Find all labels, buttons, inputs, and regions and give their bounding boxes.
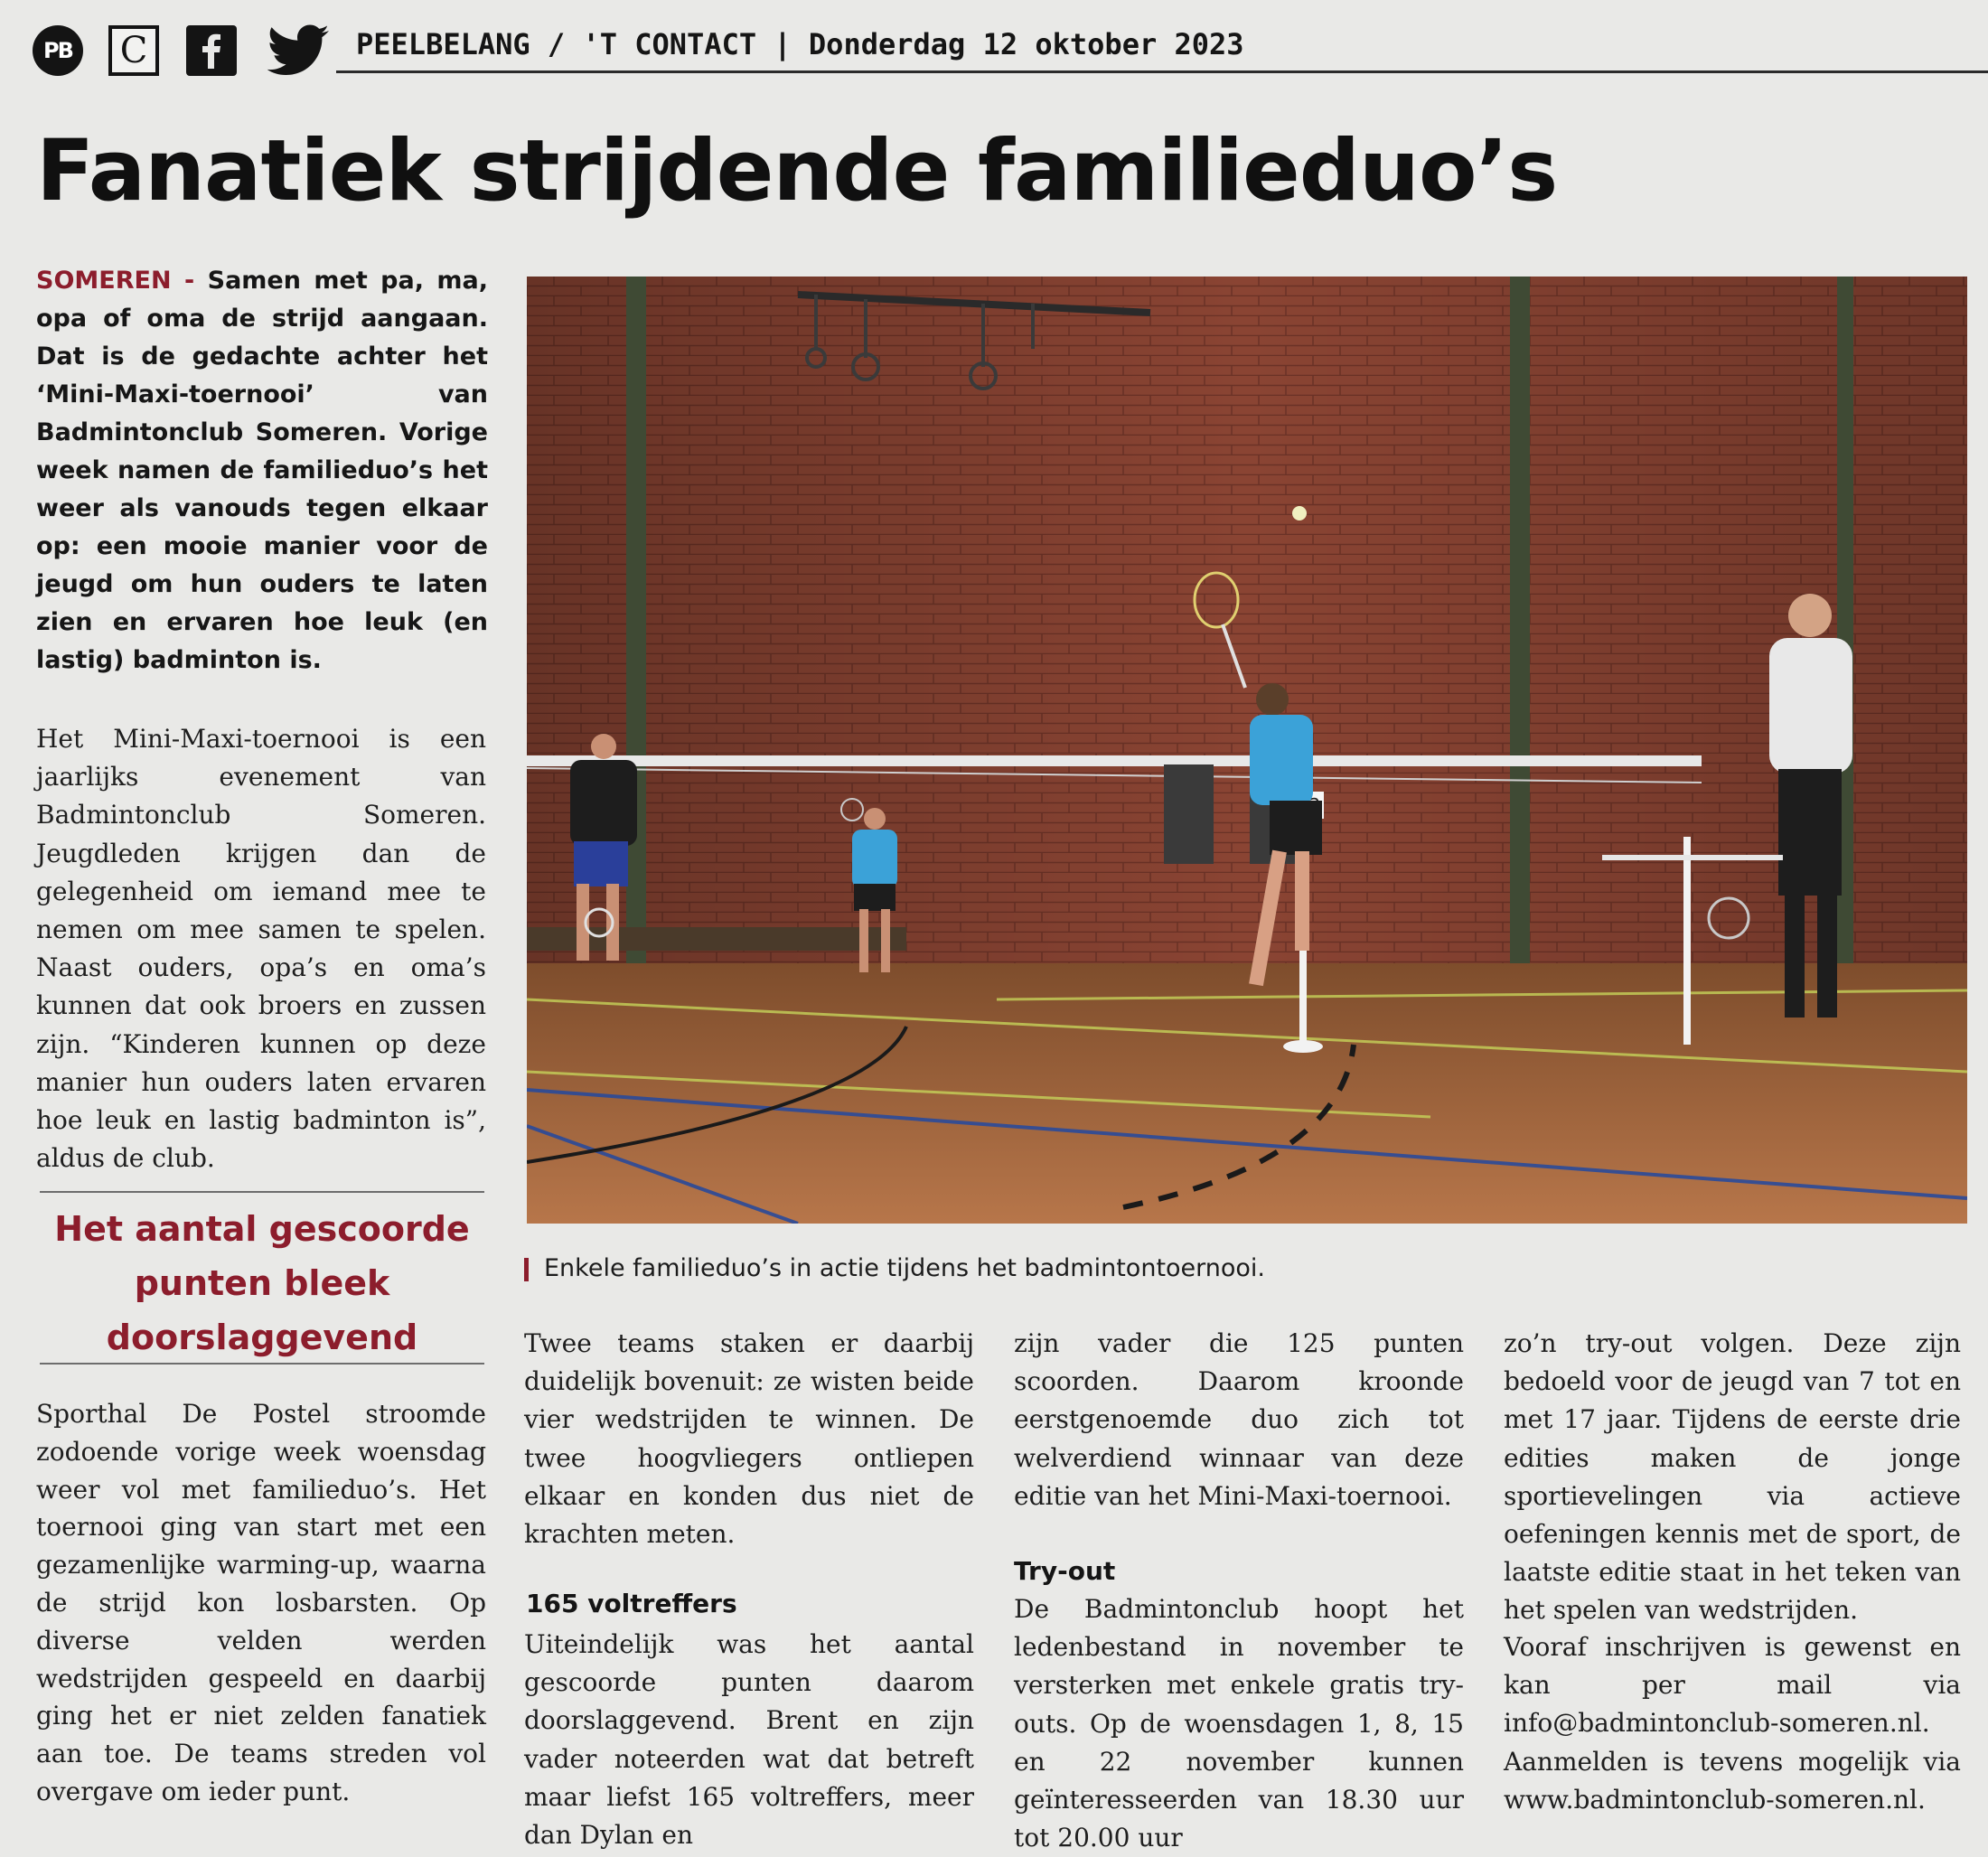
- intertitle-165: 165 voltreffers: [526, 1589, 737, 1618]
- headline: Fanatiek strijdende familieduo’s: [36, 122, 1558, 220]
- pb-logo-icon: [33, 25, 83, 76]
- contact-c-text: C: [119, 30, 148, 71]
- subhead-rule-bottom: [40, 1363, 484, 1365]
- subhead-rule-top: [40, 1191, 484, 1193]
- column-2-text: Twee teams staken er daarbij duidelijk bovenuit: ze wisten beide vier wedstrijden te winnen. De twee hoogvliegers ontliepen elkaar en konden dus niet de krachten meten.: [524, 1328, 974, 1550]
- caption-marker: [524, 1258, 529, 1281]
- column-2-text-b: Uiteindelijk was het aantal gescoorde punten daarom doorslaggevend. Brent en zijn vader noteerden wat dat betreft maar liefst 165 voltreffers, meer dan Dylan en: [524, 1629, 974, 1851]
- column-4-text: zo’n try-out volgen. Deze zijn bedoeld voor de jeugd van 7 tot en met 17 jaar. Tijdens de eerste drie edities maken de jonge sportievelingen via actieve oefeningen kennis met de sport, de laatste editie staat in het teken van het spelen van wedstrijden.: [1504, 1328, 1961, 1626]
- subhead: Het aantal gescoorde punten bleek doorslaggevend: [54, 1209, 470, 1357]
- twitter-icon: [266, 25, 331, 76]
- column-3-text: zijn vader die 125 punten scoorden. Daarom kroonde eerstgenoemde duo zich tot welverdiend winnaar van deze editie van het Mini-Maxi-toernooi.: [1014, 1328, 1464, 1511]
- dateline: SOMEREN -: [36, 267, 195, 295]
- intro-paragraph: [36, 262, 488, 680]
- body-paragraph-1: Het Mini-Maxi-toernooi is een jaarlijks evenement van Badmintonclub Someren. Jeugdleden krijgen dan de gelegenheid om iemand mee te nemen om mee samen te spelen. Naast ouders, opa’s en oma’s kunnen dat ook broers en zussen zijn. “Kinderen kunnen op deze manier hun ouders laten ervaren hoe leuk en lastig badminton is”, aldus de club.: [36, 724, 486, 1174]
- contact-c-icon: [108, 25, 159, 76]
- column-4-text-b: Vooraf inschrijven is gewenst en kan per mail via info@badmintonclub-someren.nl. Aanmelden is tevens mogelijk via www.badmintonclub-someren.nl.: [1504, 1632, 1961, 1815]
- header-rule: [336, 70, 1988, 73]
- photo-illustration: [527, 277, 1967, 1224]
- intro-text: Samen met pa, ma, opa of oma de strijd aangaan. Dat is de gedachte achter het ‘Mini-Maxi-toernooi’ van Badmintonclub Someren. Vorige week namen de familieduo’s het weer als vanouds tegen elkaar op: een mooie manier voor de jeugd om hun ouders te laten zien en ervaren hoe leuk (en lastig) badminton is.: [36, 267, 488, 674]
- intertitle-try-out: Try-out: [1014, 1556, 1116, 1586]
- masthead: PEELBELANG / 'T CONTACT | Donderdag 12 oktober 2023: [356, 27, 1244, 61]
- pb-logo-text: PB: [43, 38, 72, 63]
- badminton-hall-photo: [527, 277, 1967, 1224]
- photo-caption: Enkele familieduo’s in actie tijdens het badmintontoernooi.: [544, 1254, 1266, 1282]
- body-paragraph-2: Sporthal De Postel stroomde zodoende vorige week woensdag weer vol met familieduo’s. Het toernooi ging van start met een gezamenlijke warming-up, waarna de strijd kon losbarsten. Op diverse velden werden wedstrijden gespeeld en daarbij ging het er niet zelden fanatiek aan toe. De teams streden vol overgave om ieder punt.: [36, 1399, 486, 1806]
- column-3-text-b: De Badmintonclub hoopt het ledenbestand in november te versterken met enkele gratis try-outs. Op de woensdagen 1, 8, 15 en 22 november kunnen geïnteresseerden van 18.30 uur tot 20.00 uur: [1014, 1594, 1464, 1853]
- facebook-icon: [186, 25, 237, 76]
